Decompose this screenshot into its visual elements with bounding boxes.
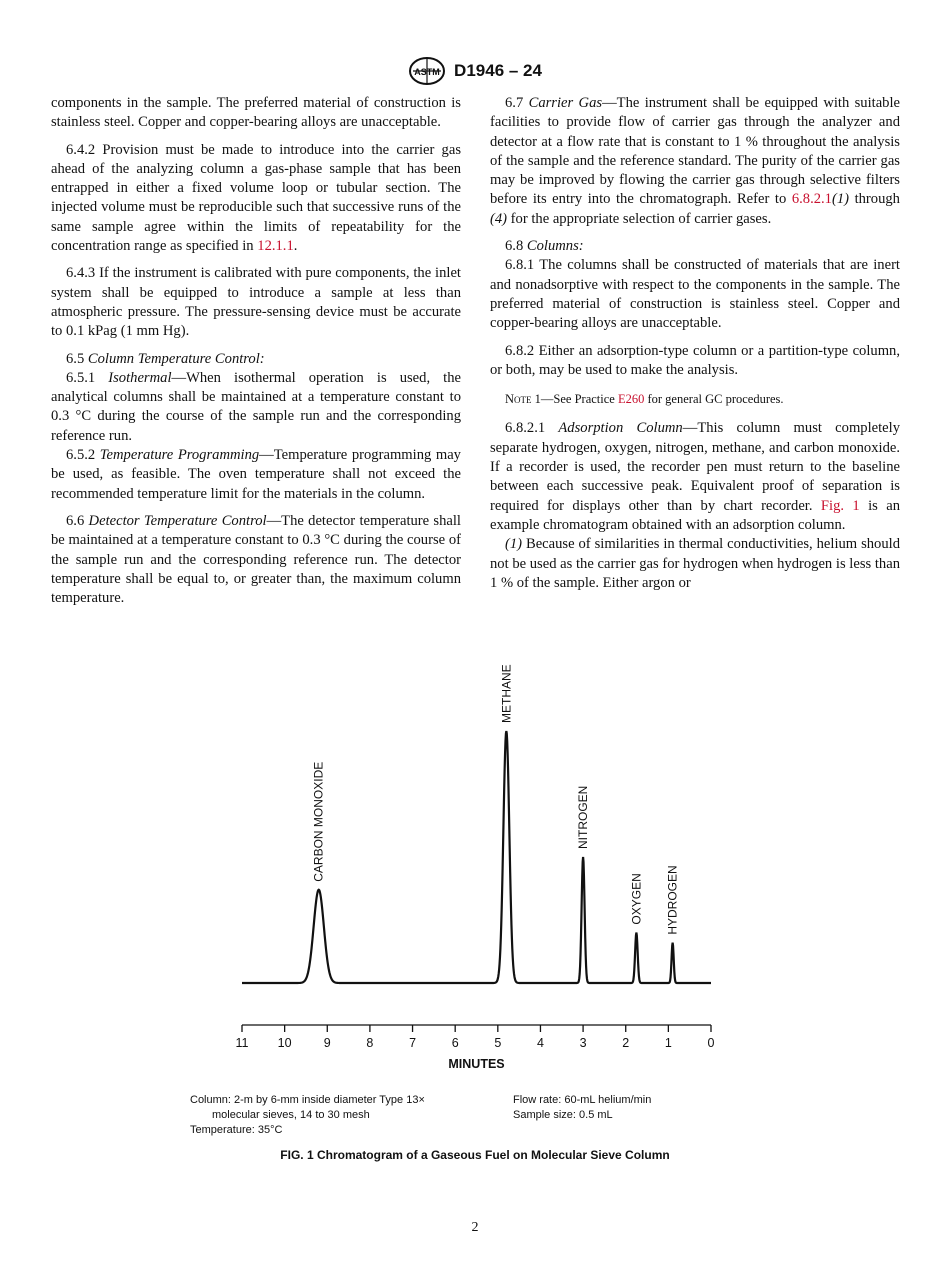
left-column bbox=[51, 94, 461, 616]
paragraph-6-5-1: 6.5.1 Isothermal—When isothermal operation is used, the analytical columns shall be maintained at a temperature constant to 0.3 °C during the course of the sample run and the corresponding reference run. bbox=[51, 369, 461, 444]
figure-title: FIG. 1 Chromatogram of a Gaseous Fuel on Molecular Sieve Column bbox=[280, 1148, 670, 1162]
x-tick-label: 11 bbox=[235, 1036, 249, 1050]
caption-column-line2: molecular sieves, 14 to 30 mesh bbox=[212, 1109, 370, 1121]
peak-label-oxygen: OXYGEN bbox=[629, 873, 644, 925]
caption-flow-rate: Flow rate: 60-mL helium/min bbox=[513, 1094, 652, 1106]
link-e260[interactable]: E260 bbox=[617, 392, 645, 407]
paragraph-6-8-2: 6.8.2 Either an adsorption-type column or a partition-type column, or both, may be used to make the analysis. bbox=[490, 342, 900, 378]
x-tick-label: 4 bbox=[536, 1036, 544, 1050]
figure-conditions-left bbox=[190, 1093, 490, 1138]
link-6-8-2-1[interactable]: 6.8.2.1 bbox=[791, 191, 832, 208]
x-tick-label: 8 bbox=[366, 1036, 374, 1050]
figure-1 bbox=[0, 640, 950, 1110]
paragraph-6-8-2-1: 6.8.2.1 Adsorption Column—This column must completely separate hydrogen, oxygen, nitrogen, methane, and carbon monoxide. If a recorder is used, the recorder pen must return to the baseline between each successive peak. Equivalent proof of separation is required for displays other than by chart recorder. Fig. 1 is an example chromatogram obtained with an adsorption column. bbox=[490, 420, 901, 533]
paragraph-6-5-2: 6.5.2 Temperature Programming—Temperature programming may be used, as feasible. The oven temperature shall not exceed the recommended temperature limit for the materials in the column. bbox=[51, 447, 461, 502]
peak-label-carbon-monoxide: CARBON MONOXIDE bbox=[311, 761, 326, 882]
x-tick-label: 2 bbox=[622, 1036, 630, 1050]
x-tick-label: 9 bbox=[323, 1036, 331, 1050]
figure-conditions-right bbox=[513, 1093, 763, 1123]
x-tick-label: 7 bbox=[409, 1036, 417, 1050]
peak-label-hydrogen: HYDROGEN bbox=[665, 865, 680, 935]
caption-sample-size: Sample size: 0.5 mL bbox=[513, 1109, 613, 1121]
link-12-1-1[interactable]: 12.1.1 bbox=[257, 238, 294, 255]
x-tick-label: 6 bbox=[451, 1036, 459, 1050]
link-fig-1[interactable]: Fig. 1 bbox=[820, 497, 860, 514]
paragraph-6-6: 6.6 Detector Temperature Control—The detector temperature shall be maintained at a temperature constant to 0.3 °C during the course of the sample run and the corresponding reference run. The detector temperature shall be equal to, or greater than, the maximum column temperature. bbox=[51, 512, 461, 607]
paragraph-6-4-2: 6.4.2 Provision must be made to introduce into the carrier gas ahead of the analyzing column a gas-phase sample that has been entrapped in either a fixed volume loop or tubular section. The injected volume must be reproducible such that successive runs of the same sample agree within the limits of repeatability for the concentration range as specified in 12.1.1. bbox=[51, 141, 461, 255]
x-axis-title: MINUTES bbox=[448, 1057, 505, 1071]
paragraph-6-8-1: 6.8.1 The columns shall be constructed of materials that are inert and nonadsorptive with respect to the components in the sample. The preferred material of construction is stainless steel. Copper and copper-bearing alloys are unacceptable. bbox=[490, 257, 900, 332]
paragraph-6-4-3: 6.4.3 If the instrument is calibrated with pure components, the inlet system shall be equipped to introduce a sample at less than atmospheric pressure. The pressure-sensing device must be accurate to 0.1 kPag (1 mm Hg). bbox=[51, 265, 461, 340]
heading-6-5: 6.5 Column Temperature Control: bbox=[66, 350, 265, 367]
paragraph-6-7: 6.7 Carrier Gas—The instrument shall be equipped with suitable facilities to provide flow of carrier gas through the analyzer and detector at a flow rate that is constant to 1 % throughout the analysis of the sample and the reference standard. The purity of the carrier gas may be improved by flowing the carrier gas through selective filters before its entry into the chromatograph. Refer to 6.8.2.1(1) through (4) for the appropriate selection of carrier gases. bbox=[490, 95, 901, 227]
astm-logo-icon bbox=[408, 56, 446, 86]
page-number: 2 bbox=[471, 1220, 479, 1235]
x-tick-label: 0 bbox=[707, 1036, 715, 1050]
document-designation: D1946 – 24 bbox=[454, 61, 542, 80]
paragraph-6-4-1-cont: components in the sample. The preferred material of construction is stainless steel. Copper and copper-bearing alloys are unacceptable. bbox=[51, 95, 461, 131]
paragraph-6-8-2-1-1: (1) Because of similarities in thermal conductivities, helium should not be used as the carrier gas for hydrogen when hydrogen is less than 1 % of the sample. Either argon or bbox=[490, 536, 900, 591]
heading-6-8: 6.8 Columns: bbox=[505, 238, 584, 255]
x-tick-label: 10 bbox=[277, 1036, 292, 1050]
peak-label-methane: METHANE bbox=[499, 664, 514, 723]
right-column bbox=[490, 94, 900, 601]
chromatogram-chart bbox=[0, 640, 950, 1090]
page-header bbox=[0, 56, 950, 86]
x-tick-label: 1 bbox=[664, 1036, 672, 1050]
x-tick-label: 5 bbox=[494, 1036, 502, 1050]
note-1: Note 1—See Practice E260 for general GC procedures. bbox=[505, 392, 784, 407]
x-tick-label: 3 bbox=[579, 1036, 587, 1050]
caption-temperature: Temperature: 35°C bbox=[190, 1124, 283, 1136]
caption-column-line1: Column: 2-m by 6-mm inside diameter Type 13× bbox=[190, 1094, 425, 1106]
astm-logo-text: ASTM bbox=[414, 67, 440, 77]
peak-label-nitrogen: NITROGEN bbox=[576, 785, 591, 849]
